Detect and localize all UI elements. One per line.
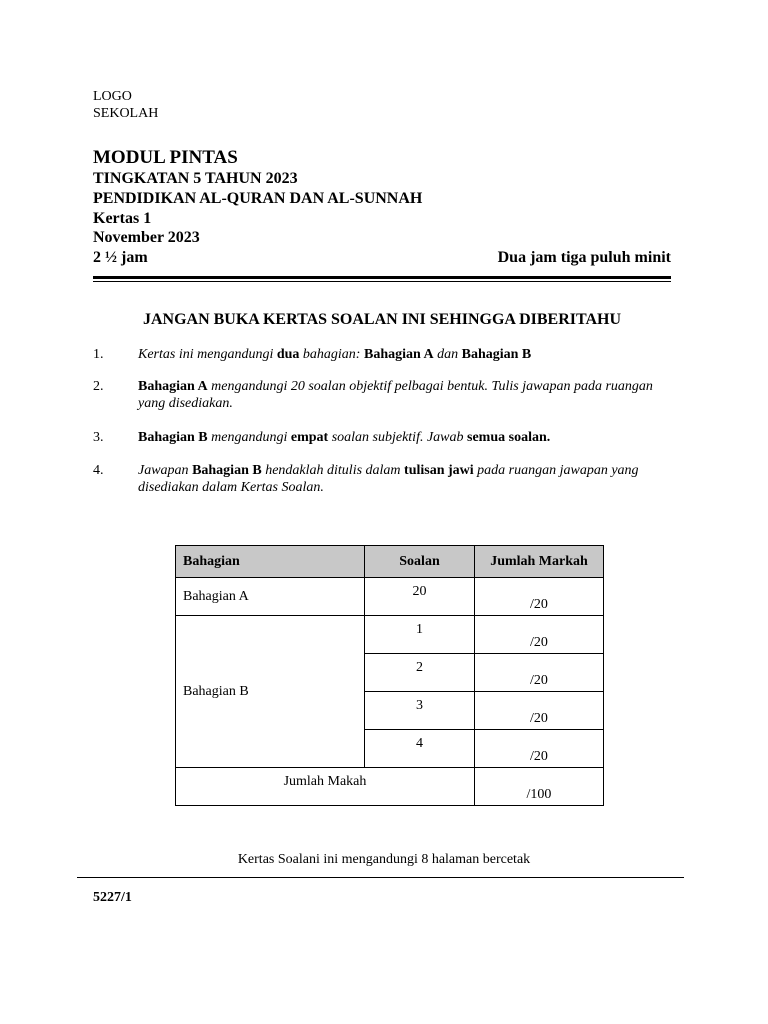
warning-text: JANGAN BUKA KERTAS SOALAN INI SEHINGGA DIBERITAHU — [142, 311, 622, 328]
instruction-emphasis: Bahagian A — [138, 379, 208, 394]
header-jumlah-markah: Jumlah Markah — [475, 546, 604, 578]
instruction-phrase: hendaklah ditulis dalam — [261, 463, 405, 478]
cell-markah-b4: /20 — [475, 730, 604, 768]
cell-soalan-a: 20 — [365, 578, 475, 616]
logo-line-1: LOGO — [93, 89, 132, 104]
instruction-item-1 — [93, 346, 673, 363]
instruction-phrase: dan — [433, 347, 462, 362]
instruction-phrase: Jawapan — [138, 463, 193, 478]
instruction-phrase: mengandungi — [207, 430, 291, 445]
instruction-text — [138, 346, 673, 363]
level-year: TINGKATAN 5 TAHUN 2023 — [93, 170, 298, 187]
instruction-item-4 — [93, 462, 673, 496]
marks-table — [175, 545, 604, 806]
instruction-phrase: Kertas ini mengandungi — [138, 347, 277, 362]
instruction-number: 2. — [93, 379, 104, 394]
exam-date: November 2023 — [93, 229, 200, 246]
cell-total-markah: /100 — [475, 768, 604, 806]
instruction-number: 3. — [93, 430, 104, 445]
footer-rule — [77, 877, 684, 878]
instruction-emphasis: empat — [290, 430, 329, 445]
module-title: MODUL PINTAS — [93, 147, 238, 168]
table-row-bahagian-a — [176, 578, 604, 616]
instruction-emphasis: soalan. — [505, 430, 551, 445]
cell-soalan-b2: 2 — [365, 654, 475, 692]
instruction-emphasis: semua — [467, 430, 506, 445]
table-row-total — [176, 768, 604, 806]
instruction-phrase: mengandungi 20 soalan objektif pelbagai bentuk. Tulis jawapan pada ruangan yang disediakan. — [138, 379, 653, 411]
cell-soalan-b1: 1 — [365, 616, 475, 654]
instruction-item-3 — [93, 429, 673, 446]
cell-markah-a: /20 — [475, 578, 604, 616]
instruction-phrase: bahagian: — [299, 347, 364, 362]
page-count-note: Kertas Soalani ini mengandungi 8 halaman bercetak — [237, 852, 531, 867]
cell-soalan-b4: 4 — [365, 730, 475, 768]
cell-bahagian-a: Bahagian A — [176, 578, 365, 616]
instruction-emphasis: Bahagian B — [192, 463, 262, 478]
instruction-emphasis: dua — [276, 347, 300, 362]
header-bahagian: Bahagian — [176, 546, 365, 578]
cell-total-label: Jumlah Makah — [176, 768, 475, 806]
logo-placeholder — [93, 88, 158, 122]
instruction-number: 4. — [93, 463, 104, 478]
instruction-text — [138, 429, 673, 446]
cell-bahagian-b: Bahagian B — [176, 616, 365, 768]
subject-title: PENDIDIKAN AL-QURAN DAN AL-SUNNAH — [93, 190, 423, 207]
instruction-phrase: pada ruangan jawapan yang disediakan dalam Kertas Soalan. — [138, 463, 639, 495]
cell-soalan-b3: 3 — [365, 692, 475, 730]
table-row-bahagian-b-1 — [176, 616, 604, 654]
instruction-number: 1. — [93, 347, 104, 362]
paper-number: Kertas 1 — [93, 210, 152, 227]
instruction-emphasis: Bahagian B — [138, 430, 208, 445]
paper-code: 5227/1 — [93, 890, 132, 905]
instruction-emphasis: tulisan jawi — [404, 463, 474, 478]
duration: 2 ½ jam — [93, 249, 148, 266]
cell-markah-b1: /20 — [475, 616, 604, 654]
header-soalan: Soalan — [365, 546, 475, 578]
duration-words: Dua jam tiga puluh minit — [497, 249, 671, 266]
instruction-text — [138, 462, 673, 496]
logo-line-2: SEKOLAH — [93, 106, 159, 121]
instruction-phrase: soalan subjektif. Jawab — [328, 430, 468, 445]
header-rule-thick — [93, 276, 671, 279]
header-rule-thin — [93, 281, 671, 282]
instruction-emphasis: Bahagian A — [363, 347, 434, 362]
table-header-row — [176, 546, 604, 578]
instruction-item-2 — [93, 378, 673, 412]
instruction-emphasis: Bahagian B — [461, 347, 532, 362]
cell-markah-b2: /20 — [475, 654, 604, 692]
cell-markah-b3: /20 — [475, 692, 604, 730]
instruction-text — [138, 378, 673, 412]
